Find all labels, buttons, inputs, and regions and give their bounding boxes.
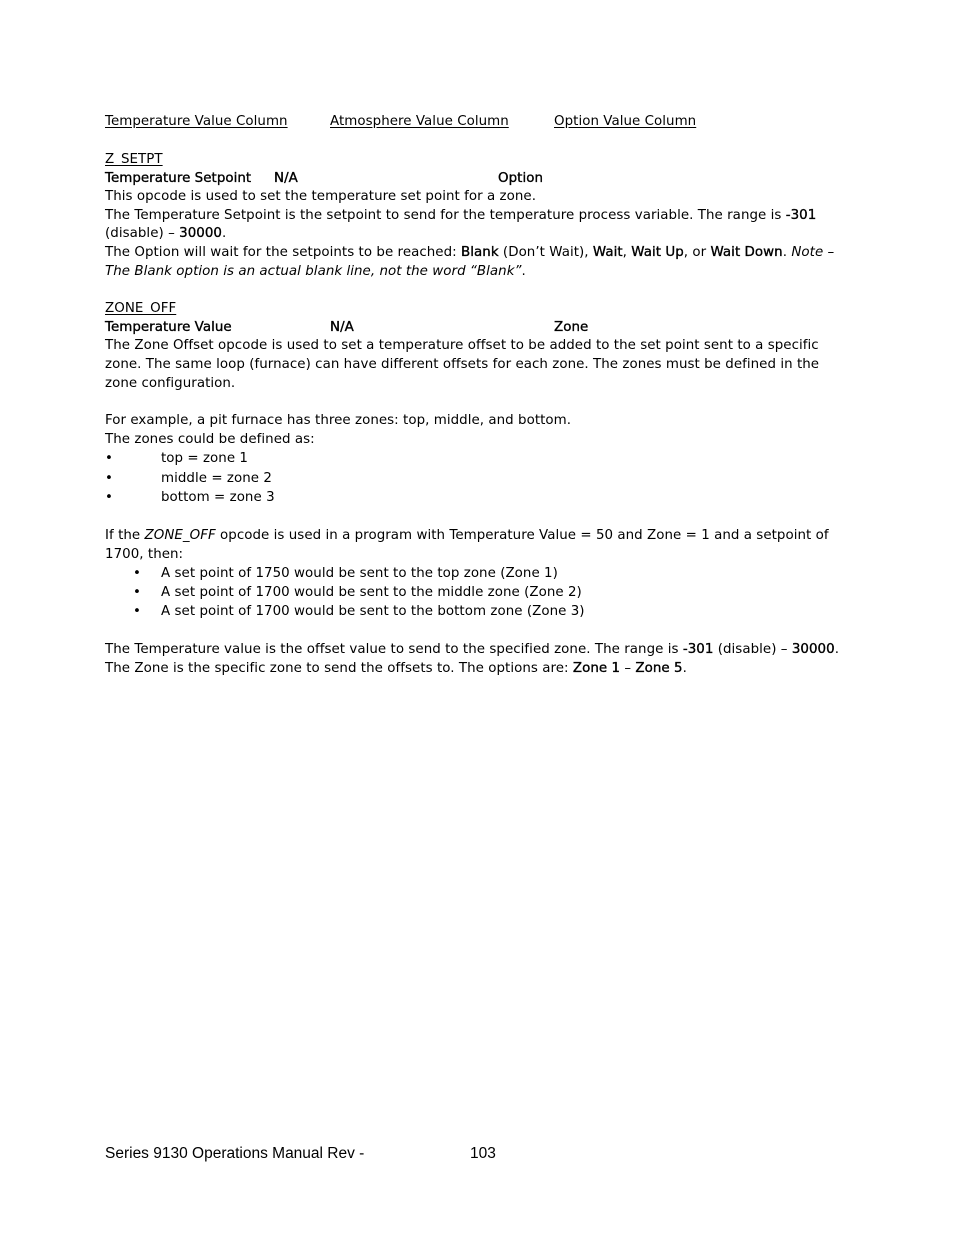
zone-off-desc2: zone. The same loop (furnace) can have different offsets for each zone. The zones must be defined in the	[105, 357, 820, 372]
z-setpt-heading: Z_SETPT	[105, 152, 163, 167]
footer-page-number: 103	[470, 1145, 496, 1162]
bullet-icon: •	[105, 471, 113, 486]
z-setpt-param2: N/A	[274, 171, 298, 186]
column-header-row	[105, 112, 825, 131]
z-setpt-desc4-sep1: (Don’t Wait),	[498, 245, 593, 260]
zone-off-options	[105, 659, 687, 678]
zone-off-usage1	[105, 526, 829, 545]
option-wait-down: Wait Down	[710, 245, 783, 260]
result-item: A set point of 1700 would be sent to the middle zone (Zone 2)	[161, 585, 582, 600]
option-wait-up: Wait Up	[631, 245, 684, 260]
bullet-icon: •	[105, 451, 113, 466]
z-setpt-note-label: Note –	[791, 245, 835, 260]
zone-off-usage1-rest: opcode is used in a program with Temperature Value = 50 and Zone = 1 and a setpoint of	[215, 528, 829, 543]
z-setpt-desc3	[105, 224, 226, 243]
bullet-icon: •	[105, 490, 113, 505]
zone-off-range-min: -301	[682, 642, 714, 657]
zone-off-options-text: The Zone is the specific zone to send the offsets to. The options are:	[105, 661, 573, 676]
zone-option-max: Zone 5	[635, 661, 683, 676]
z-setpt-desc4-sep3: , or	[683, 245, 711, 260]
z-setpt-desc3-text: (disable) –	[105, 226, 180, 241]
zone-off-param2: N/A	[330, 320, 354, 335]
zone-off-param1: Temperature Value	[105, 320, 232, 335]
z-setpt-note-text: The Blank option is an actual blank line, not the word “Blank”	[105, 264, 522, 279]
zone-off-example1: For example, a pit furnace has three zones: top, middle, and bottom.	[105, 413, 572, 428]
zone-off-range-text: The Temperature value is the offset value to send to the specified zone. The range is	[105, 642, 683, 657]
z-setpt-desc4	[105, 243, 834, 262]
zone-off-heading: ZONE_OFF	[105, 301, 177, 316]
bullet-icon: •	[133, 604, 141, 619]
zone-off-range	[105, 640, 839, 659]
z-setpt-desc1: This opcode is used to set the temperature set point for a zone.	[105, 189, 537, 204]
zone-off-range-end: .	[834, 642, 840, 657]
z-setpt-desc2-text: The Temperature Setpoint is the setpoint to send for the temperature process variable. The range is	[105, 208, 786, 223]
zone-off-param3: Zone	[554, 320, 589, 335]
z-setpt-desc4-sep2: ,	[622, 245, 632, 260]
zone-off-desc3: zone configuration.	[105, 376, 236, 391]
zone-off-opcode: ZONE_OFF	[144, 528, 216, 543]
result-item: A set point of 1700 would be sent to the bottom zone (Zone 3)	[161, 604, 585, 619]
zone-off-desc1: The Zone Offset opcode is used to set a temperature offset to be added to the set point sent to a specific	[105, 338, 819, 353]
zone-off-usage1-text: If the	[105, 528, 145, 543]
zone-off-range-sep: (disable) –	[713, 642, 792, 657]
z-setpt-desc3-end: .	[221, 226, 227, 241]
zone-option-min: Zone 1	[572, 661, 621, 676]
result-item: A set point of 1750 would be sent to the top zone (Zone 1)	[161, 566, 558, 581]
zone-off-example2: The zones could be defined as:	[105, 432, 315, 447]
z-setpt-desc4-text: The Option will wait for the setpoints to be reached:	[105, 245, 462, 260]
z-setpt-note-end: .	[521, 264, 526, 279]
option-blank: Blank	[461, 245, 499, 260]
option-wait: Wait	[592, 245, 623, 260]
z-setpt-desc2	[105, 206, 816, 225]
atmosphere-column-header: Atmosphere Value Column	[330, 114, 509, 129]
zone-off-usage2: 1700, then:	[105, 547, 184, 562]
zone-option-sep: –	[620, 661, 636, 676]
option-column-header: Option Value Column	[554, 114, 697, 129]
zone-def-item: top = zone 1	[161, 451, 248, 466]
zone-off-range-max: 30000	[791, 642, 835, 657]
zone-off-param-row	[105, 318, 825, 337]
zone-def-item: middle = zone 2	[161, 471, 272, 486]
z-setpt-param1: Temperature Setpoint	[105, 171, 252, 186]
zone-def-item: bottom = zone 3	[161, 490, 275, 505]
z-setpt-param3: Option	[498, 171, 543, 186]
zone-option-end: .	[682, 661, 687, 676]
z-setpt-desc4-sep4: .	[782, 245, 792, 260]
z-setpt-range-min: -301	[785, 208, 817, 223]
z-setpt-range-max: 30000	[179, 226, 222, 241]
z-setpt-note	[105, 262, 526, 281]
bullet-icon: •	[133, 585, 141, 600]
bullet-icon: •	[133, 566, 141, 581]
temperature-column-header: Temperature Value Column	[105, 114, 288, 129]
z-setpt-param-row	[105, 169, 825, 188]
footer-manual-title: Series 9130 Operations Manual Rev -	[105, 1145, 365, 1162]
